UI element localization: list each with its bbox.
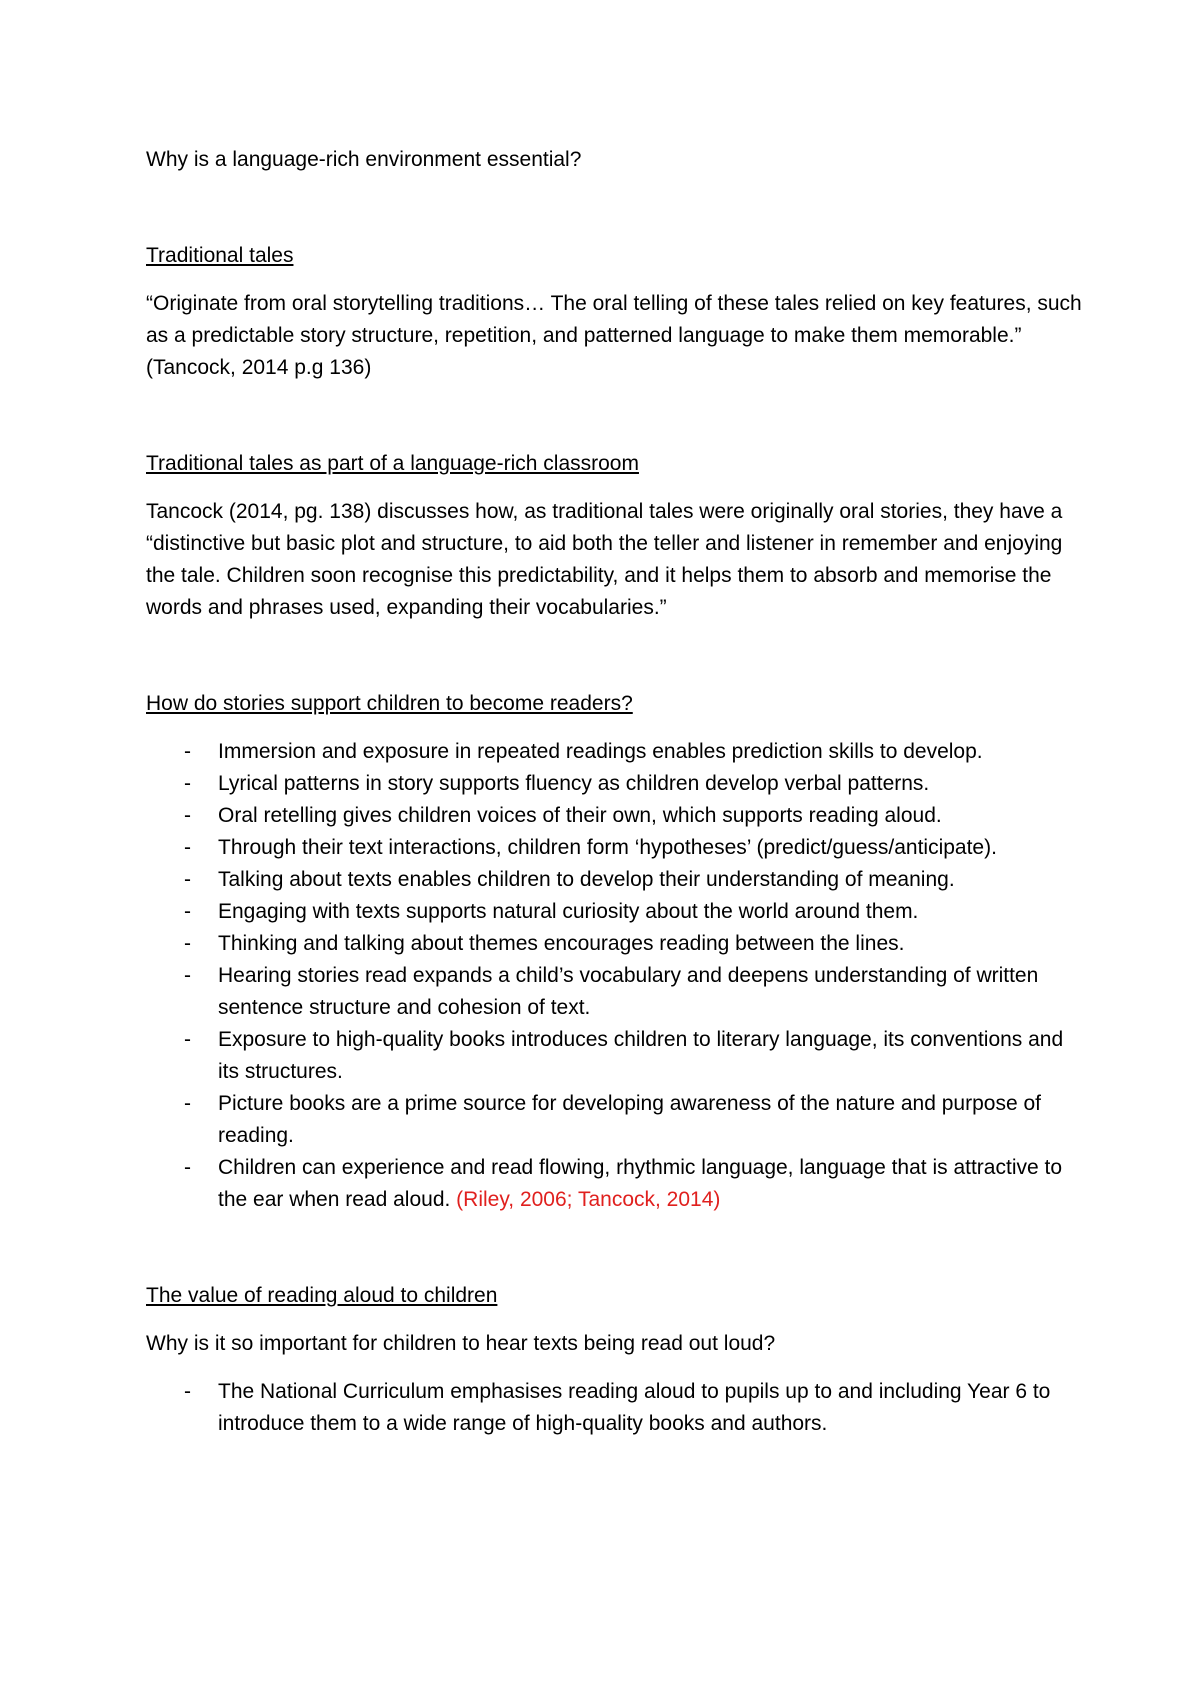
list-item — [146, 928, 1086, 960]
list-item-text: Children can experience and read flowing, rhythmic language, language that is attractive to the ear when read aloud. — [218, 1156, 1063, 1211]
list-item-text: Hearing stories read expands a child’s vocabulary and deepens understanding of written sentence structure and cohesion of text. — [218, 964, 1039, 1019]
list-dash: - — [184, 964, 191, 987]
list-item-text: Oral retelling gives children voices of their own, which supports reading aloud. — [218, 804, 942, 827]
list-dash: - — [184, 1092, 191, 1115]
list-item — [146, 864, 1086, 896]
list-item — [146, 736, 1086, 768]
list-item — [146, 768, 1086, 800]
list-item — [146, 1376, 1086, 1440]
list-item-text: Talking about texts enables children to develop their understanding of meaning. — [218, 868, 955, 891]
list-dash: - — [184, 740, 191, 763]
list-dash: - — [184, 900, 191, 923]
citation-text: (Riley, 2006; Tancock, 2014) — [456, 1188, 721, 1211]
list-item-text: The National Curriculum emphasises reading aloud to pupils up to and including Year 6 to introduce them to a wide range of high-quality books and authors. — [218, 1380, 1051, 1435]
list-item — [146, 800, 1086, 832]
list-dash: - — [184, 868, 191, 891]
list-item — [146, 960, 1086, 1024]
list-dash: - — [184, 804, 191, 827]
list-item-text: Lyrical patterns in story supports fluency as children develop verbal patterns. — [218, 772, 930, 795]
section-heading-language-rich-classroom: Traditional tales as part of a language-rich classroom — [146, 452, 639, 475]
list-item — [146, 896, 1086, 928]
list-item-text: Exposure to high-quality books introduces children to literary language, its conventions and its structures. — [218, 1028, 1064, 1083]
list-dash: - — [184, 836, 191, 859]
document-page — [146, 144, 1086, 1504]
list-dash: - — [184, 1028, 191, 1051]
page-title: Why is a language-rich environment essential? — [146, 148, 582, 171]
list-item-text: Through their text interactions, children form ‘hypotheses’ (predict/guess/anticipate). — [218, 836, 997, 859]
list-dash: - — [184, 1380, 191, 1403]
list-dash: - — [184, 932, 191, 955]
list-item — [146, 1152, 1086, 1216]
list-item — [146, 1024, 1086, 1088]
list-dash: - — [184, 1156, 191, 1179]
section-heading-traditional-tales: Traditional tales — [146, 244, 294, 267]
bullet-list-readers — [146, 736, 1086, 1216]
section-question: Why is it so important for children to hear texts being read out loud? — [146, 1332, 776, 1355]
list-item-text: Engaging with texts supports natural curiosity about the world around them. — [218, 900, 919, 923]
list-dash: - — [184, 772, 191, 795]
quote-paragraph: “Originate from oral storytelling traditions… The oral telling of these tales relied on key features, such as a predictable story structure, repetition, and patterned language to make them memorable.” (Tancock, 2014 p.g 136) — [146, 292, 1082, 379]
list-item-text: Picture books are a prime source for developing awareness of the nature and purpose of reading. — [218, 1092, 1041, 1147]
bullet-list-reading-aloud — [146, 1376, 1086, 1440]
list-item — [146, 1088, 1086, 1152]
list-item — [146, 832, 1086, 864]
section-heading-reading-aloud: The value of reading aloud to children — [146, 1284, 498, 1307]
section-heading-stories-support-readers: How do stories support children to become readers? — [146, 692, 633, 715]
list-item-text: Thinking and talking about themes encourages reading between the lines. — [218, 932, 905, 955]
list-item-text: Immersion and exposure in repeated readings enables prediction skills to develop. — [218, 740, 983, 763]
body-paragraph: Tancock (2014, pg. 138) discusses how, as traditional tales were originally oral stories, they have a “distinctive but basic plot and structure, to aid both the teller and listener in remember and enjoying the tale. Children soon recognise this predictability, and it helps them to absorb and memorise the words and phrases used, expanding their vocabularies.” — [146, 500, 1063, 619]
